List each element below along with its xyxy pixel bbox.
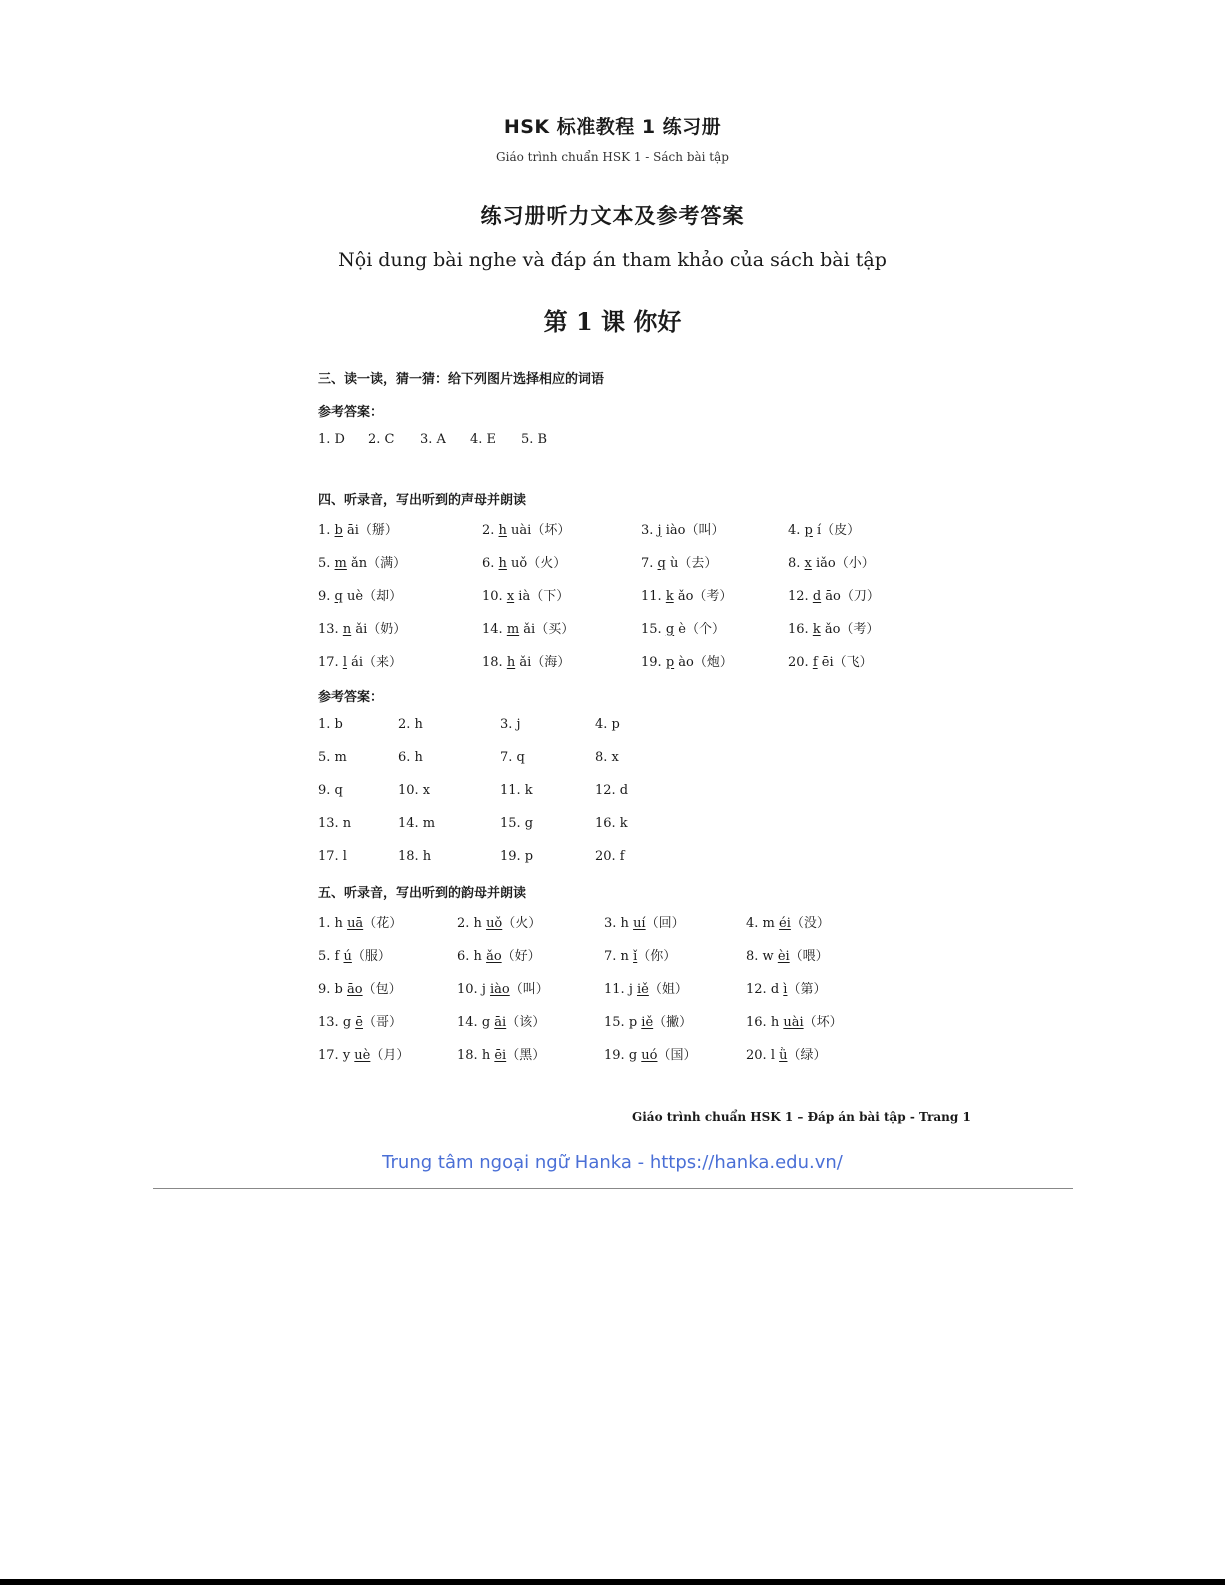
exercise-item bbox=[746, 1011, 843, 1030]
item-char: （姐） bbox=[648, 982, 688, 997]
answer-item: 12. d bbox=[595, 783, 629, 798]
item-char: （炮） bbox=[693, 655, 733, 670]
item-blank: èi bbox=[777, 949, 790, 964]
item-num: 19. bbox=[604, 1048, 629, 1063]
item-blank: p bbox=[665, 655, 675, 670]
item-num: 8. bbox=[746, 949, 763, 964]
item-char: （包） bbox=[362, 982, 402, 997]
item-char: （第） bbox=[787, 982, 827, 997]
answer-item: 3. j bbox=[500, 717, 521, 732]
item-char: （满） bbox=[367, 556, 407, 571]
answer-item: 2. C bbox=[368, 432, 395, 447]
exercise-item bbox=[746, 912, 830, 931]
item-num: 18. bbox=[482, 655, 507, 670]
item-pre: l bbox=[770, 1048, 780, 1063]
item-num: 9. bbox=[318, 982, 335, 997]
item-char: （去） bbox=[678, 556, 718, 571]
item-char: （坏） bbox=[531, 523, 571, 538]
footer-link[interactable]: Trung tâm ngoại ngữ Hanka - https://hanka.edu.vn/ bbox=[382, 1152, 843, 1173]
item-post: ǎi bbox=[519, 622, 536, 637]
item-num: 20. bbox=[746, 1048, 771, 1063]
exercise-item bbox=[641, 552, 717, 571]
item-char: （喂） bbox=[789, 949, 829, 964]
answer-item: 3. A bbox=[420, 432, 446, 447]
exercise-item bbox=[746, 945, 829, 964]
lesson-title: 第 1 课 你好 bbox=[543, 307, 682, 336]
item-blank: d bbox=[812, 589, 822, 604]
exercise-item bbox=[604, 945, 676, 964]
item-pre: j bbox=[481, 982, 490, 997]
footer-divider bbox=[153, 1188, 1073, 1189]
item-char: （下） bbox=[530, 589, 570, 604]
item-post: ǎi bbox=[515, 655, 532, 670]
item-char: （哥） bbox=[362, 1015, 402, 1030]
item-blank: q bbox=[334, 589, 343, 604]
item-pre: h bbox=[481, 1048, 495, 1063]
exercise-item bbox=[482, 651, 570, 670]
item-char: （绿） bbox=[787, 1048, 827, 1063]
item-blank: b bbox=[334, 523, 343, 538]
exercise-item bbox=[457, 912, 541, 931]
exercise-item bbox=[318, 552, 406, 571]
item-blank: ǜ bbox=[779, 1048, 788, 1063]
item-blank: k bbox=[812, 622, 821, 637]
exercise-item bbox=[641, 585, 732, 604]
item-blank: x bbox=[804, 556, 812, 571]
item-char: （国） bbox=[657, 1048, 697, 1063]
item-blank: m bbox=[334, 556, 347, 571]
item-blank: ì bbox=[783, 982, 788, 997]
item-char: （该） bbox=[506, 1015, 546, 1030]
item-char: （没） bbox=[790, 916, 830, 931]
item-char: （个） bbox=[685, 622, 725, 637]
item-pre: g bbox=[481, 1015, 495, 1030]
exercise-item bbox=[788, 519, 860, 538]
exercise-item bbox=[746, 1044, 827, 1063]
item-num: 18. bbox=[457, 1048, 482, 1063]
item-pre: n bbox=[620, 949, 634, 964]
item-num: 9. bbox=[318, 589, 335, 604]
item-pre: h bbox=[620, 916, 634, 931]
item-pre: m bbox=[762, 916, 780, 931]
book-title: HSK 标准教程 1 练习册 bbox=[503, 116, 722, 138]
answer-item: 17. l bbox=[318, 849, 347, 864]
answer-item: 7. q bbox=[500, 750, 525, 765]
item-num: 11. bbox=[641, 589, 666, 604]
item-num: 11. bbox=[604, 982, 629, 997]
answer-item: 14. m bbox=[398, 816, 436, 831]
exercise-item bbox=[604, 1011, 692, 1030]
item-num: 17. bbox=[318, 655, 343, 670]
item-num: 4. bbox=[788, 523, 805, 538]
answer-item: 1. D bbox=[318, 432, 345, 447]
item-num: 7. bbox=[604, 949, 621, 964]
item-num: 2. bbox=[457, 916, 474, 931]
item-char: （飞） bbox=[833, 655, 873, 670]
item-num: 8. bbox=[788, 556, 805, 571]
item-blank: uó bbox=[641, 1048, 658, 1063]
item-blank: l bbox=[342, 655, 347, 670]
item-char: （考） bbox=[693, 589, 733, 604]
item-blank: q bbox=[657, 556, 666, 571]
section3-heading: 三、读一读，猜一猜：给下列图片选择相应的词语 bbox=[318, 372, 605, 387]
item-blank: ǐ bbox=[633, 949, 638, 964]
item-char: （花） bbox=[363, 916, 403, 931]
item-post: uè bbox=[342, 589, 364, 604]
item-char: （刀） bbox=[840, 589, 880, 604]
item-blank: āo bbox=[347, 982, 363, 997]
item-num: 3. bbox=[604, 916, 621, 931]
item-blank: f bbox=[812, 655, 818, 670]
exercise-item bbox=[482, 519, 570, 538]
item-blank: uài bbox=[783, 1015, 804, 1030]
answer-item: 11. k bbox=[500, 783, 533, 798]
item-num: 16. bbox=[746, 1015, 771, 1030]
item-char: （你） bbox=[637, 949, 677, 964]
exercise-item bbox=[788, 552, 875, 571]
item-pre: h bbox=[770, 1015, 784, 1030]
answer-item: 5. m bbox=[318, 750, 347, 765]
item-blank: h bbox=[498, 523, 507, 538]
answer-item: 5. B bbox=[521, 432, 548, 447]
exercise-item bbox=[482, 552, 566, 571]
item-post: í bbox=[812, 523, 822, 538]
item-post: iǎo bbox=[811, 556, 836, 571]
exercise-item bbox=[318, 1044, 409, 1063]
item-pre: y bbox=[342, 1048, 355, 1063]
item-post: ào bbox=[674, 655, 694, 670]
item-post: è bbox=[674, 622, 686, 637]
item-num: 6. bbox=[482, 556, 499, 571]
item-char: （月） bbox=[370, 1048, 410, 1063]
exercise-item bbox=[318, 519, 398, 538]
item-blank: uā bbox=[347, 916, 364, 931]
item-num: 19. bbox=[641, 655, 666, 670]
answer-item: 16. k bbox=[595, 816, 628, 831]
answer-item: 4. E bbox=[470, 432, 497, 447]
footer-page-note: Giáo trình chuẩn HSK 1 – Đáp án bài tập - Trang 1 bbox=[632, 1110, 971, 1124]
item-post: ái bbox=[346, 655, 364, 670]
item-pre: b bbox=[334, 982, 348, 997]
answer-item: 19. p bbox=[500, 849, 534, 864]
item-blank: uè bbox=[354, 1048, 371, 1063]
item-pre: h bbox=[334, 916, 348, 931]
item-blank: g bbox=[665, 622, 675, 637]
item-num: 12. bbox=[788, 589, 813, 604]
item-post: āo bbox=[821, 589, 841, 604]
item-char: （撇） bbox=[653, 1015, 693, 1030]
exercise-item bbox=[457, 978, 549, 997]
exercise-item bbox=[746, 978, 826, 997]
item-char: （火） bbox=[502, 916, 542, 931]
exercise-item bbox=[788, 618, 879, 637]
item-char: （皮） bbox=[821, 523, 861, 538]
item-blank: ē bbox=[355, 1015, 363, 1030]
exercise-item bbox=[482, 618, 574, 637]
item-pre: g bbox=[628, 1048, 642, 1063]
item-char: （回） bbox=[645, 916, 685, 931]
item-num: 5. bbox=[318, 949, 335, 964]
answer-item: 4. p bbox=[595, 717, 620, 732]
item-post: ǎo bbox=[820, 622, 841, 637]
item-char: （掰） bbox=[358, 523, 398, 538]
item-post: ēi bbox=[817, 655, 834, 670]
item-char: （小） bbox=[835, 556, 875, 571]
exercise-item bbox=[641, 618, 725, 637]
exercise-item bbox=[318, 651, 402, 670]
item-char: （奶） bbox=[367, 622, 407, 637]
answer-item: 2. h bbox=[398, 717, 423, 732]
section3-answer-label: 参考答案： bbox=[318, 405, 384, 420]
answer-item: 13. n bbox=[318, 816, 352, 831]
item-char: （海） bbox=[531, 655, 571, 670]
item-pre: f bbox=[334, 949, 344, 964]
item-char: （叫） bbox=[685, 523, 725, 538]
item-blank: h bbox=[498, 556, 507, 571]
item-blank: uǒ bbox=[486, 916, 503, 931]
item-blank: m bbox=[506, 622, 520, 637]
item-char: （黑） bbox=[506, 1048, 546, 1063]
item-blank: x bbox=[506, 589, 515, 604]
item-post: ǎn bbox=[346, 556, 368, 571]
section4-answer-label: 参考答案： bbox=[318, 690, 384, 705]
item-num: 1. bbox=[318, 523, 335, 538]
exercise-item bbox=[788, 585, 880, 604]
item-num: 14. bbox=[457, 1015, 482, 1030]
item-char: （火） bbox=[527, 556, 567, 571]
exercise-item bbox=[318, 978, 402, 997]
item-num: 4. bbox=[746, 916, 763, 931]
item-blank: ǎo bbox=[486, 949, 502, 964]
exercise-item bbox=[318, 1011, 402, 1030]
item-post: ù bbox=[665, 556, 679, 571]
item-num: 10. bbox=[457, 982, 482, 997]
answer-item: 1. b bbox=[318, 717, 343, 732]
item-blank: iào bbox=[489, 982, 510, 997]
item-pre: w bbox=[762, 949, 778, 964]
item-num: 13. bbox=[318, 622, 343, 637]
section5-heading: 五、听录音，写出听到的韵母并朗读 bbox=[318, 886, 527, 901]
book-subtitle: Giáo trình chuẩn HSK 1 - Sách bài tập bbox=[496, 150, 729, 164]
item-num: 12. bbox=[746, 982, 771, 997]
item-num: 13. bbox=[318, 1015, 343, 1030]
exercise-item bbox=[318, 585, 402, 604]
answer-item: 8. x bbox=[595, 750, 619, 765]
item-blank: uí bbox=[633, 916, 646, 931]
item-post: uài bbox=[506, 523, 532, 538]
item-char: （叫） bbox=[509, 982, 549, 997]
exercise-item bbox=[604, 912, 685, 931]
item-blank: iě bbox=[636, 982, 649, 997]
exercise-item bbox=[604, 978, 688, 997]
item-num: 5. bbox=[318, 556, 335, 571]
item-char: （坏） bbox=[803, 1015, 843, 1030]
item-num: 15. bbox=[641, 622, 666, 637]
answer-item: 6. h bbox=[398, 750, 423, 765]
item-blank: iě bbox=[641, 1015, 654, 1030]
exercise-item bbox=[482, 585, 569, 604]
exercise-item bbox=[318, 912, 402, 931]
exercise-item bbox=[318, 945, 391, 964]
exercise-item bbox=[457, 1011, 545, 1030]
exercise-item bbox=[457, 945, 541, 964]
item-blank: éi bbox=[779, 916, 791, 931]
item-post: ià bbox=[514, 589, 531, 604]
item-blank: n bbox=[342, 622, 352, 637]
item-blank: p bbox=[804, 523, 813, 538]
item-num: 16. bbox=[788, 622, 813, 637]
exercise-item bbox=[604, 1044, 697, 1063]
section4-heading: 四、听录音，写出听到的声母并朗读 bbox=[318, 493, 527, 508]
item-blank: āi bbox=[494, 1015, 507, 1030]
item-pre: h bbox=[473, 916, 487, 931]
item-pre: p bbox=[628, 1015, 642, 1030]
item-char: （考） bbox=[840, 622, 880, 637]
exercise-item bbox=[641, 651, 733, 670]
main-title: 练习册听力文本及参考答案 bbox=[480, 203, 745, 228]
item-num: 2. bbox=[482, 523, 499, 538]
answer-item: 10. x bbox=[398, 783, 431, 798]
item-post: ǎo bbox=[673, 589, 694, 604]
item-post: āi bbox=[342, 523, 359, 538]
item-num: 1. bbox=[318, 916, 335, 931]
item-pre: g bbox=[342, 1015, 356, 1030]
item-char: （却） bbox=[363, 589, 403, 604]
item-char: （服） bbox=[351, 949, 391, 964]
answer-item: 18. h bbox=[398, 849, 432, 864]
page-bottom-edge bbox=[0, 1579, 1225, 1585]
item-num: 3. bbox=[641, 523, 658, 538]
item-char: （来） bbox=[363, 655, 403, 670]
item-num: 17. bbox=[318, 1048, 343, 1063]
answer-item: 20. f bbox=[595, 849, 625, 864]
exercise-item bbox=[788, 651, 873, 670]
item-blank: h bbox=[506, 655, 516, 670]
main-subtitle: Nội dung bài nghe và đáp án tham khảo của sách bài tập bbox=[338, 249, 887, 271]
item-char: （好） bbox=[501, 949, 541, 964]
exercise-item bbox=[457, 1044, 545, 1063]
item-blank: k bbox=[665, 589, 674, 604]
item-post: uǒ bbox=[506, 556, 528, 571]
exercise-item bbox=[318, 618, 406, 637]
item-post: iào bbox=[661, 523, 686, 538]
item-blank: j bbox=[657, 523, 662, 538]
item-blank: ēi bbox=[494, 1048, 507, 1063]
item-num: 10. bbox=[482, 589, 507, 604]
item-pre: h bbox=[473, 949, 487, 964]
item-num: 14. bbox=[482, 622, 507, 637]
answer-item: 9. q bbox=[318, 783, 343, 798]
item-pre: d bbox=[770, 982, 784, 997]
answer-item: 15. g bbox=[500, 816, 534, 831]
item-pre: j bbox=[628, 982, 637, 997]
item-blank: ú bbox=[343, 949, 352, 964]
item-num: 20. bbox=[788, 655, 813, 670]
item-num: 15. bbox=[604, 1015, 629, 1030]
item-post: ǎi bbox=[351, 622, 368, 637]
item-char: （买） bbox=[535, 622, 575, 637]
exercise-item bbox=[641, 519, 724, 538]
item-num: 7. bbox=[641, 556, 658, 571]
item-num: 6. bbox=[457, 949, 474, 964]
